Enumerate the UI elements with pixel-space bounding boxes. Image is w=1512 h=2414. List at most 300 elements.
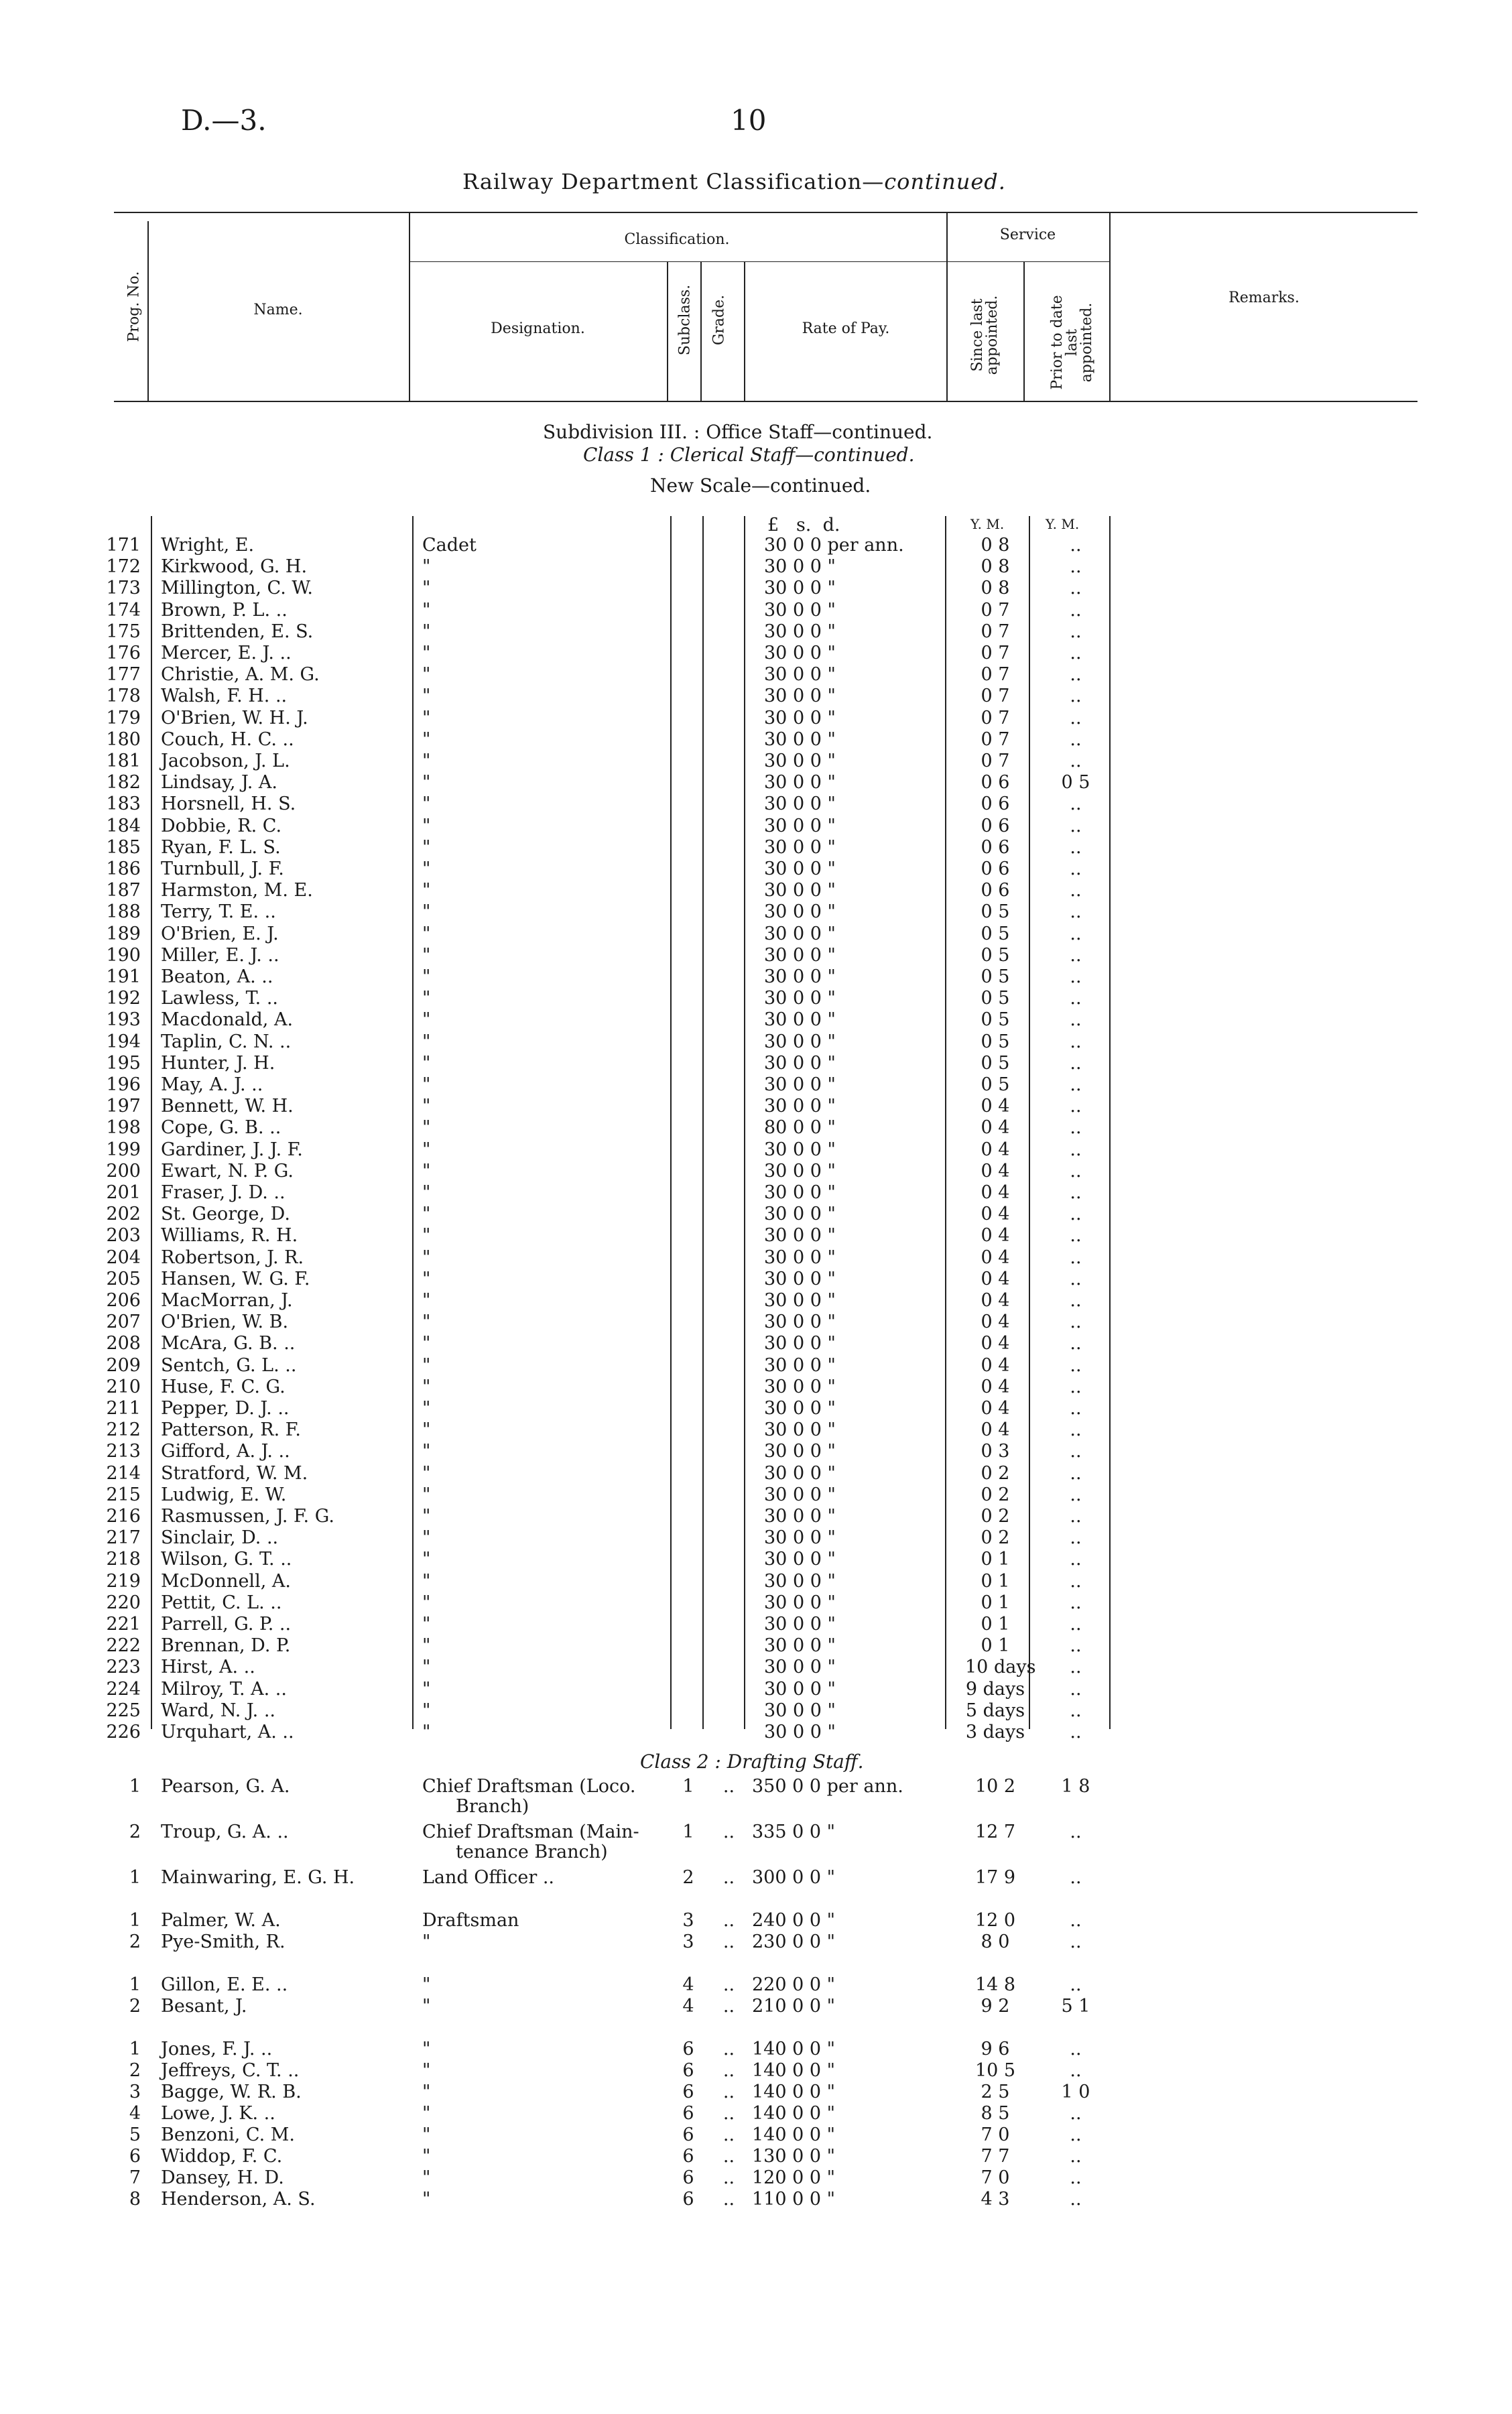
designation: " <box>422 1419 431 1440</box>
designation: " <box>422 1312 431 1332</box>
prior-to-date: .. <box>1070 643 1082 663</box>
designation: " <box>422 1355 431 1376</box>
staff-name: Jones, F. J. .. <box>161 2039 273 2059</box>
prog-no: 173 <box>106 578 141 598</box>
designation: " <box>422 1290 431 1311</box>
prog-no: 221 <box>106 1614 141 1635</box>
staff-name: Turnbull, J. F. <box>161 859 284 879</box>
since-last-appointed: 0 1 <box>981 1635 1010 1656</box>
since-last-appointed: 0 5 <box>981 988 1010 1009</box>
prog-no: 198 <box>106 1117 141 1138</box>
subclass: 6 <box>682 2060 694 2081</box>
staff-name: Widdop, F. C. <box>161 2146 283 2167</box>
designation-header: Designation. <box>491 320 585 337</box>
since-last-appointed: 14 8 <box>974 1974 1016 1995</box>
since-last-appointed: 0 4 <box>981 1182 1010 1203</box>
rate-of-pay: 30 0 0 " <box>764 1377 836 1397</box>
since-last-appointed: 8 5 <box>981 2103 1010 2124</box>
prior-to-date: .. <box>1070 1377 1082 1397</box>
staff-name: Lowe, J. K. .. <box>161 2103 275 2124</box>
prior-to-date: .. <box>1070 1355 1082 1376</box>
designation: " <box>422 1139 431 1160</box>
designation: " <box>422 2082 431 2102</box>
since-last-appointed: 0 4 <box>981 1161 1010 1182</box>
prog-no: 174 <box>106 600 141 621</box>
prior-to-date: .. <box>1070 1657 1082 1677</box>
grade: .. <box>722 1776 735 1797</box>
rate-of-pay: 30 0 0 per ann. <box>764 535 904 556</box>
table-row <box>0 1635 1512 1657</box>
designation: " <box>422 664 431 685</box>
table-row <box>0 2082 1512 2103</box>
table-row <box>0 1506 1512 1527</box>
rate-of-pay: 300 0 0 " <box>752 1867 836 1888</box>
table-row <box>0 1182 1512 1204</box>
designation: " <box>422 1247 431 1268</box>
table-row <box>0 708 1512 729</box>
subclass: 3 <box>682 1910 694 1931</box>
designation: " <box>422 1527 431 1548</box>
subclass: 6 <box>682 2124 694 2145</box>
rate-of-pay: 30 0 0 " <box>764 621 836 642</box>
designation: " <box>422 556 431 577</box>
prog-no: 179 <box>106 708 141 728</box>
prog-no: 1 <box>129 2039 141 2059</box>
subclass: 4 <box>682 1974 694 1995</box>
rate-of-pay: 120 0 0 " <box>752 2167 836 2188</box>
prior-to-date: .. <box>1070 2189 1082 2210</box>
since-last-appointed: 4 3 <box>981 2189 1010 2210</box>
since-last-appointed: 0 5 <box>981 1009 1010 1030</box>
name-header: Name. <box>253 302 303 318</box>
table-row <box>0 966 1512 988</box>
prog-no: 2 <box>129 1996 141 2017</box>
prog-no: 203 <box>106 1225 141 1246</box>
rate-of-pay: 30 0 0 " <box>764 578 836 598</box>
rate-of-pay: 30 0 0 " <box>764 772 836 793</box>
since-last-appointed: 0 6 <box>981 793 1010 814</box>
prog-no: 1 <box>129 1867 141 1888</box>
prog-no: 206 <box>106 1290 141 1311</box>
prior-to-date: .. <box>1070 1117 1082 1138</box>
subclass: 4 <box>682 1996 694 2017</box>
since-last-appointed: 0 2 <box>981 1463 1010 1484</box>
designation: Cadet <box>422 535 477 556</box>
prog-no: 2 <box>129 2060 141 2081</box>
table-row <box>0 1009 1512 1031</box>
rate-of-pay: 230 0 0 " <box>752 1931 836 1952</box>
since-last-appointed: 10 2 <box>974 1776 1016 1797</box>
grade: .. <box>722 2146 735 2167</box>
rate-of-pay: 350 0 0 per ann. <box>752 1776 903 1797</box>
rate-of-pay: 30 0 0 " <box>764 1549 836 1570</box>
class2-heading: Class 2 : Drafting Staff. <box>640 1751 864 1773</box>
prog-no: 207 <box>106 1312 141 1332</box>
subclass: 6 <box>682 2167 694 2188</box>
prior-to-date: .. <box>1070 708 1082 728</box>
designation: " <box>422 1441 431 1462</box>
staff-name: O'Brien, E. J. <box>161 924 279 944</box>
rate-of-pay: 30 0 0 " <box>764 1225 836 1246</box>
designation: " <box>422 1722 431 1742</box>
prog-no: 205 <box>106 1269 141 1289</box>
staff-name: Robertson, J. R. <box>161 1247 304 1268</box>
prog-no: 218 <box>106 1549 141 1570</box>
prog-no: 199 <box>106 1139 141 1160</box>
prog-no: 175 <box>106 621 141 642</box>
new-scale-heading: New Scale—continued. <box>650 474 871 497</box>
title-main: Railway Department Classification— <box>462 169 885 194</box>
page-title <box>462 169 1006 194</box>
rate-of-pay: 30 0 0 " <box>764 1398 836 1419</box>
since-last-appointed: 0 8 <box>981 556 1010 577</box>
prior-to-date: .. <box>1070 1333 1082 1354</box>
prog-no: 223 <box>106 1657 141 1677</box>
prog-no: 191 <box>106 966 141 987</box>
since-units: Y. M. <box>970 516 1005 532</box>
designation: " <box>422 708 431 728</box>
table-row <box>0 1974 1512 1996</box>
prog-no: 220 <box>106 1592 141 1613</box>
designation: " <box>422 2189 431 2210</box>
since-last-appointed: 7 7 <box>981 2146 1010 2167</box>
rate-of-pay: 30 0 0 " <box>764 556 836 577</box>
staff-name: Dansey, H. D. <box>161 2167 284 2188</box>
subclass: 6 <box>682 2103 694 2124</box>
table-row <box>0 2039 1512 2060</box>
prior-to-date: .. <box>1070 1679 1082 1700</box>
since-last-appointed: 8 0 <box>981 1931 1010 1952</box>
staff-name: Jeffreys, C. T. .. <box>161 2060 300 2081</box>
table-row <box>0 621 1512 643</box>
since-last-appointed: 0 7 <box>981 621 1010 642</box>
rate-of-pay: 30 0 0 " <box>764 837 836 858</box>
prior-to-date: .. <box>1070 1312 1082 1332</box>
staff-name: Palmer, W. A. <box>161 1910 281 1931</box>
rate-of-pay: 220 0 0 " <box>752 1974 836 1995</box>
rate-of-pay: 30 0 0 " <box>764 729 836 750</box>
prog-no: 180 <box>106 729 141 750</box>
since-last-appointed: 0 4 <box>981 1419 1010 1440</box>
prior-to-date: .. <box>1070 1722 1082 1742</box>
prog-no: 188 <box>106 901 141 922</box>
rate-of-pay: 30 0 0 " <box>764 643 836 663</box>
prior-to-date: .. <box>1070 578 1082 598</box>
prog-no: 194 <box>106 1031 141 1052</box>
table-row <box>0 729 1512 751</box>
rate-of-pay: 30 0 0 " <box>764 1463 836 1484</box>
since-last-appointed: 10 5 <box>974 2060 1016 2081</box>
grade: .. <box>722 1931 735 1952</box>
designation: " <box>422 1974 431 1995</box>
rate-of-pay: 30 0 0 " <box>764 1312 836 1332</box>
table-row <box>0 2103 1512 2124</box>
designation: Land Officer .. <box>422 1867 554 1888</box>
staff-name: Fraser, J. D. .. <box>161 1182 286 1203</box>
prog-no: 216 <box>106 1506 141 1527</box>
prior-to-date: .. <box>1070 556 1082 577</box>
prior-to-date: .. <box>1070 729 1082 750</box>
page-reference: D.—3. <box>181 104 267 137</box>
since-last-appointed: 0 7 <box>981 751 1010 771</box>
prior-to-date: 1 8 <box>1061 1776 1090 1797</box>
designation: " <box>422 729 431 750</box>
prior-to-date: .. <box>1070 1635 1082 1656</box>
staff-name: Macdonald, A. <box>161 1009 294 1030</box>
prior-to-date: .. <box>1070 1571 1082 1592</box>
designation: " <box>422 600 431 621</box>
table-row <box>0 1161 1512 1182</box>
prior-to-date: .. <box>1070 1614 1082 1635</box>
table-row <box>0 1290 1512 1312</box>
designation: " <box>422 1506 431 1527</box>
shillings-unit: s. <box>796 515 812 535</box>
since-last-appointed: 0 5 <box>981 945 1010 966</box>
table-row <box>0 880 1512 901</box>
header-bottom-rule <box>114 401 1418 402</box>
staff-name: Ludwig, E. W. <box>161 1484 287 1505</box>
table-row <box>0 1355 1512 1377</box>
since-last-appointed: 0 1 <box>981 1571 1010 1592</box>
designation: " <box>422 1996 431 2017</box>
designation: " <box>422 1657 431 1677</box>
designation: " <box>422 751 431 771</box>
staff-name: Brittenden, E. S. <box>161 621 314 642</box>
designation: " <box>422 578 431 598</box>
grade: .. <box>722 2039 735 2059</box>
subclass: 2 <box>682 1867 694 1888</box>
prog-no: 215 <box>106 1484 141 1505</box>
col-rule-designation <box>667 261 668 401</box>
prior-to-date: .. <box>1070 1290 1082 1311</box>
designation: " <box>422 1333 431 1354</box>
prior-to-date: .. <box>1070 2167 1082 2188</box>
prog-no: 1 <box>129 1910 141 1931</box>
prog-no: 226 <box>106 1722 141 1742</box>
designation: " <box>422 686 431 706</box>
staff-name: Henderson, A. S. <box>161 2189 316 2210</box>
designation: " <box>422 945 431 966</box>
staff-name: Gifford, A. J. .. <box>161 1441 290 1462</box>
since-last-appointed: 0 7 <box>981 600 1010 621</box>
designation: " <box>422 2103 431 2124</box>
since-last-appointed: 0 4 <box>981 1355 1010 1376</box>
table-row <box>0 2146 1512 2167</box>
subclass: 1 <box>682 1776 694 1797</box>
designation: Chief Draftsman (Loco. <box>422 1776 636 1797</box>
prog-no: 197 <box>106 1096 141 1117</box>
prior-to-date: .. <box>1070 1139 1082 1160</box>
prior-to-date: .. <box>1070 945 1082 966</box>
rate-of-pay: 140 0 0 " <box>752 2060 836 2081</box>
since-last-appointed: 0 4 <box>981 1096 1010 1117</box>
staff-name: Gillon, E. E. .. <box>161 1974 288 1995</box>
prior-to-date: .. <box>1070 1053 1082 1074</box>
designation: " <box>422 1635 431 1656</box>
table-row <box>0 2060 1512 2082</box>
since-last-appointed: 0 2 <box>981 1506 1010 1527</box>
since-last-appointed: 0 7 <box>981 643 1010 663</box>
remarks-header: Remarks. <box>1228 290 1300 306</box>
class1-heading: Class 1 : Clerical Staff—continued. <box>583 444 915 466</box>
prior-to-date: .. <box>1070 2146 1082 2167</box>
table-row <box>0 1867 1512 1889</box>
rate-of-pay: 30 0 0 " <box>764 1679 836 1700</box>
prog-no: 1 <box>129 1776 141 1797</box>
table-row <box>0 1096 1512 1117</box>
since-last-appointed: 0 5 <box>981 924 1010 944</box>
since-last-appointed: 7 0 <box>981 2124 1010 2145</box>
table-row <box>0 924 1512 945</box>
prior-to-date: .. <box>1070 988 1082 1009</box>
rate-of-pay: 30 0 0 " <box>764 1355 836 1376</box>
designation: " <box>422 1053 431 1074</box>
table-row <box>0 1996 1512 2017</box>
staff-name: Sinclair, D. .. <box>161 1527 279 1548</box>
table-row <box>0 1657 1512 1678</box>
since-last-appointed: 0 6 <box>981 880 1010 901</box>
rate-of-pay: 335 0 0 " <box>752 1822 836 1842</box>
rate-of-pay: 30 0 0 " <box>764 1247 836 1268</box>
prior-to-date: .. <box>1070 751 1082 771</box>
prior-to-date: .. <box>1070 1419 1082 1440</box>
prior-to-date: .. <box>1070 664 1082 685</box>
prior-to-date: .. <box>1070 600 1082 621</box>
prog-no: 178 <box>106 686 141 706</box>
staff-name: Milroy, T. A. .. <box>161 1679 287 1700</box>
prog-no: 202 <box>106 1204 141 1224</box>
subclass: 1 <box>682 1822 694 1842</box>
designation: " <box>422 880 431 901</box>
grade: .. <box>722 2082 735 2102</box>
prog-no: 211 <box>106 1398 141 1419</box>
since-last-appointed: 7 0 <box>981 2167 1010 2188</box>
prior-to-date: .. <box>1070 1441 1082 1462</box>
pounds-unit: £ <box>767 515 779 535</box>
staff-name: Gardiner, J. J. F. <box>161 1139 303 1160</box>
prior-to-date: .. <box>1070 1592 1082 1613</box>
prior-to-date: 1 0 <box>1061 2082 1090 2102</box>
since-last-appointed: 0 1 <box>981 1614 1010 1635</box>
table-row <box>0 988 1512 1009</box>
prog-no: 200 <box>106 1161 141 1182</box>
prior-to-date: .. <box>1070 880 1082 901</box>
since-last-appointed: 0 5 <box>981 901 1010 922</box>
col-rule-subclass <box>700 261 702 401</box>
table-row <box>0 1614 1512 1635</box>
prog-no: 8 <box>129 2189 141 2210</box>
prior-to-date: .. <box>1070 1867 1082 1888</box>
prior-to-date: .. <box>1070 535 1082 556</box>
subclass: 6 <box>682 2082 694 2102</box>
prog-no: 222 <box>106 1635 141 1656</box>
header-top-rule <box>114 212 1418 213</box>
table-row <box>0 1204 1512 1225</box>
designation: " <box>422 859 431 879</box>
rate-of-pay: 30 0 0 " <box>764 1484 836 1505</box>
designation: " <box>422 1031 431 1052</box>
designation: " <box>422 621 431 642</box>
staff-name: Hunter, J. H. <box>161 1053 275 1074</box>
designation: " <box>422 1225 431 1246</box>
designation: " <box>422 2060 431 2081</box>
staff-name: Ewart, N. P. G. <box>161 1161 294 1182</box>
rate-of-pay: 30 0 0 " <box>764 1657 836 1677</box>
rate-of-pay: 110 0 0 " <box>752 2189 836 2210</box>
table-row <box>0 1117 1512 1139</box>
since-last-appointed: 17 9 <box>974 1867 1016 1888</box>
prior-to-date: .. <box>1070 1822 1082 1842</box>
staff-name: Pettit, C. L. .. <box>161 1592 282 1613</box>
staff-name: Millington, C. W. <box>161 578 313 598</box>
table-row <box>0 1776 1512 1819</box>
prog-no: 219 <box>106 1571 141 1592</box>
table-row <box>0 643 1512 664</box>
rate-of-pay: 30 0 0 " <box>764 1204 836 1224</box>
prior-to-date: .. <box>1070 1031 1082 1052</box>
subclass: 3 <box>682 1931 694 1952</box>
prog-no: 195 <box>106 1053 141 1074</box>
subclass: 6 <box>682 2189 694 2210</box>
staff-name: Hirst, A. .. <box>161 1657 255 1677</box>
table-row <box>0 1722 1512 1743</box>
prior-to-date: .. <box>1070 2060 1082 2081</box>
since-last-appointed: 0 6 <box>981 837 1010 858</box>
designation: " <box>422 2124 431 2145</box>
prior-to-date: .. <box>1070 1269 1082 1289</box>
grade: .. <box>722 2103 735 2124</box>
col-rule-prior <box>1109 212 1111 401</box>
rate-of-pay: 30 0 0 " <box>764 751 836 771</box>
grade: .. <box>722 1822 735 1842</box>
staff-name: Lawless, T. .. <box>161 988 278 1009</box>
designation-continued: Branch) <box>456 1796 529 1817</box>
designation: " <box>422 2167 431 2188</box>
grade: .. <box>722 1974 735 1995</box>
rate-of-pay: 30 0 0 " <box>764 988 836 1009</box>
staff-name: Huse, F. C. G. <box>161 1377 286 1397</box>
table-row <box>0 664 1512 686</box>
prior-to-date: 0 5 <box>1061 772 1090 793</box>
staff-name: Mercer, E. J. .. <box>161 643 292 663</box>
designation: " <box>422 1679 431 1700</box>
staff-name: Bagge, W. R. B. <box>161 2082 302 2102</box>
prog-no: 2 <box>129 1931 141 1952</box>
designation: " <box>422 816 431 836</box>
title-continued: continued. <box>884 169 1006 194</box>
subdivision-heading: Subdivision III. : Office Staff—continued. <box>543 421 933 443</box>
prog-no: 210 <box>106 1377 141 1397</box>
staff-name: O'Brien, W. H. J. <box>161 708 308 728</box>
staff-name: O'Brien, W. B. <box>161 1312 289 1332</box>
rate-of-pay: 30 0 0 " <box>764 945 836 966</box>
since-last-appointed: 0 4 <box>981 1333 1010 1354</box>
table-row <box>0 901 1512 923</box>
since-last-appointed: 12 7 <box>974 1822 1016 1842</box>
rate-of-pay: 30 0 0 " <box>764 859 836 879</box>
staff-name: Benzoni, C. M. <box>161 2124 295 2145</box>
rate-of-pay: 30 0 0 " <box>764 708 836 728</box>
grade: .. <box>722 1867 735 1888</box>
staff-name: Wilson, G. T. .. <box>161 1549 292 1570</box>
table-row <box>0 772 1512 793</box>
since-last-appointed: 5 days <box>965 1700 1025 1721</box>
prog-no: 181 <box>106 751 141 771</box>
staff-name: Miller, E. J. .. <box>161 945 279 966</box>
since-last-appointed: 0 4 <box>981 1225 1010 1246</box>
prior-to-date: .. <box>1070 1398 1082 1419</box>
since-last-appointed: 0 7 <box>981 664 1010 685</box>
